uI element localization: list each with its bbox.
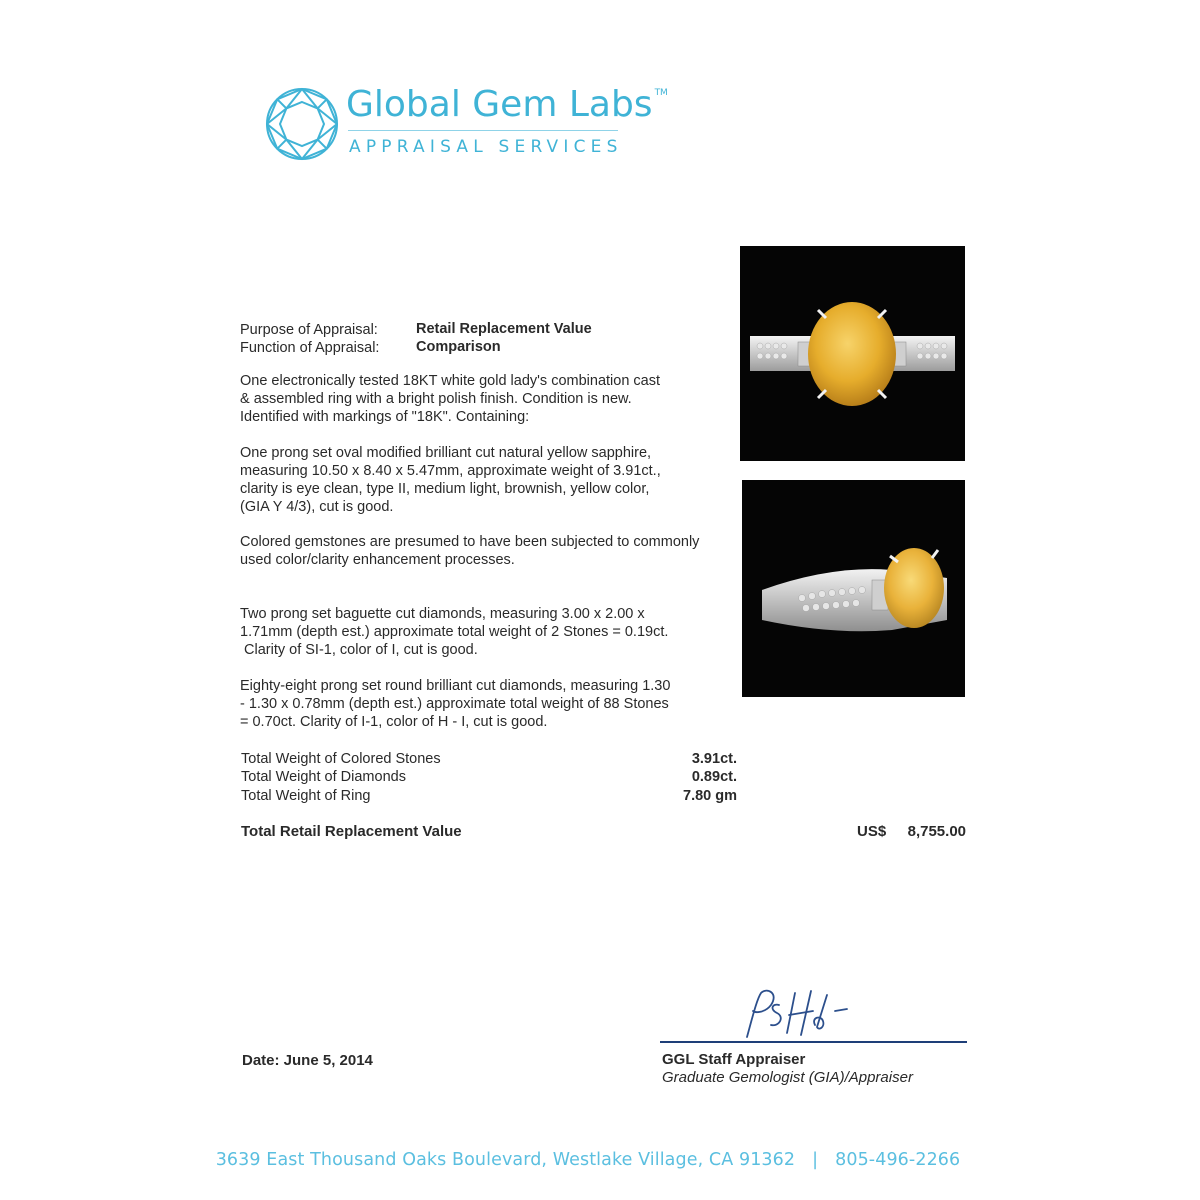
purpose-value: Retail Replacement Value [416,321,592,337]
brand-subtitle: APPRAISAL SERVICES [349,137,623,157]
text-line: 1.71mm (depth est.) approximate total weight of 2 Stones = 0.19ct. [240,624,669,640]
text-line: - 1.30 x 0.78mm (depth est.) approximate total weight of 88 Stones [240,696,669,712]
brand-divider [348,130,618,131]
text-line: (GIA Y 4/3), cut is good. [240,499,394,515]
text-line: = 0.70ct. Clarity of I-1, color of H - I, cut is good. [240,714,548,730]
diamonds-weight-value: 0.89ct. [691,769,737,785]
text-line: clarity is eye clean, type II, medium light, brownish, yellow color, [240,481,650,497]
text-line: Colored gemstones are presumed to have been subjected to commonly [240,534,700,550]
colored-stones-weight-label: Total Weight of Colored Stones [241,751,441,767]
text-line: Identified with markings of "18K". Containing: [240,409,530,425]
ring-photo-side [742,480,965,697]
function-value: Comparison [416,339,501,355]
text-line: Eighty-eight prong set round brilliant cut diamonds, measuring 1.30 [240,678,671,694]
signature-image [735,985,855,1041]
retail-value-label: Total Retail Replacement Value [241,823,462,840]
appraisal-date: Date: June 5, 2014 [242,1052,373,1069]
ring-weight-label: Total Weight of Ring [241,788,371,804]
diamonds-weight-label: Total Weight of Diamonds [241,769,406,785]
ring-photo-front [740,246,965,461]
purpose-label: Purpose of Appraisal: [240,322,378,338]
ring-weight-value: 7.80 gm [683,788,737,804]
appraiser-credentials: Graduate Gemologist (GIA)/Appraiser [662,1069,913,1086]
diamond-icon [264,86,340,162]
text-line: & assembled ring with a bright polish finish. Condition is new. [240,391,632,407]
sapphire-description [240,444,730,516]
trademark: TM [654,88,668,98]
round-diamonds-description [240,677,730,731]
baguette-diamonds-description [240,605,730,659]
colored-stones-weight-value: 3.91ct. [691,751,737,767]
retail-value-amount: 8,755.00 [907,823,966,840]
ring-description [240,372,730,426]
text-line: measuring 10.50 x 8.40 x 5.47mm, approximate weight of 3.91ct., [240,463,661,479]
text-line: One prong set oval modified brilliant cut natural yellow sapphire, [240,445,652,461]
currency-label: US$ [857,823,887,840]
brand-name [346,84,668,125]
appraiser-title: GGL Staff Appraiser [662,1051,806,1068]
text-line: Two prong set baguette cut diamonds, measuring 3.00 x 2.00 x [240,606,645,622]
text-line: One electronically tested 18KT white gold lady's combination cast [240,373,661,389]
signature-line [660,1041,967,1043]
text-line: used color/clarity enhancement processes. [240,552,515,568]
company-address: 3639 East Thousand Oaks Boulevard, Westlake Village, CA 91362 | 805-496-2266 [215,1150,961,1170]
function-label: Function of Appraisal: [240,340,380,356]
text-line: Clarity of SI-1, color of I, cut is good. [240,642,478,658]
treatment-disclosure [240,533,730,569]
brand-name-text: Global Gem Labs [346,84,653,125]
